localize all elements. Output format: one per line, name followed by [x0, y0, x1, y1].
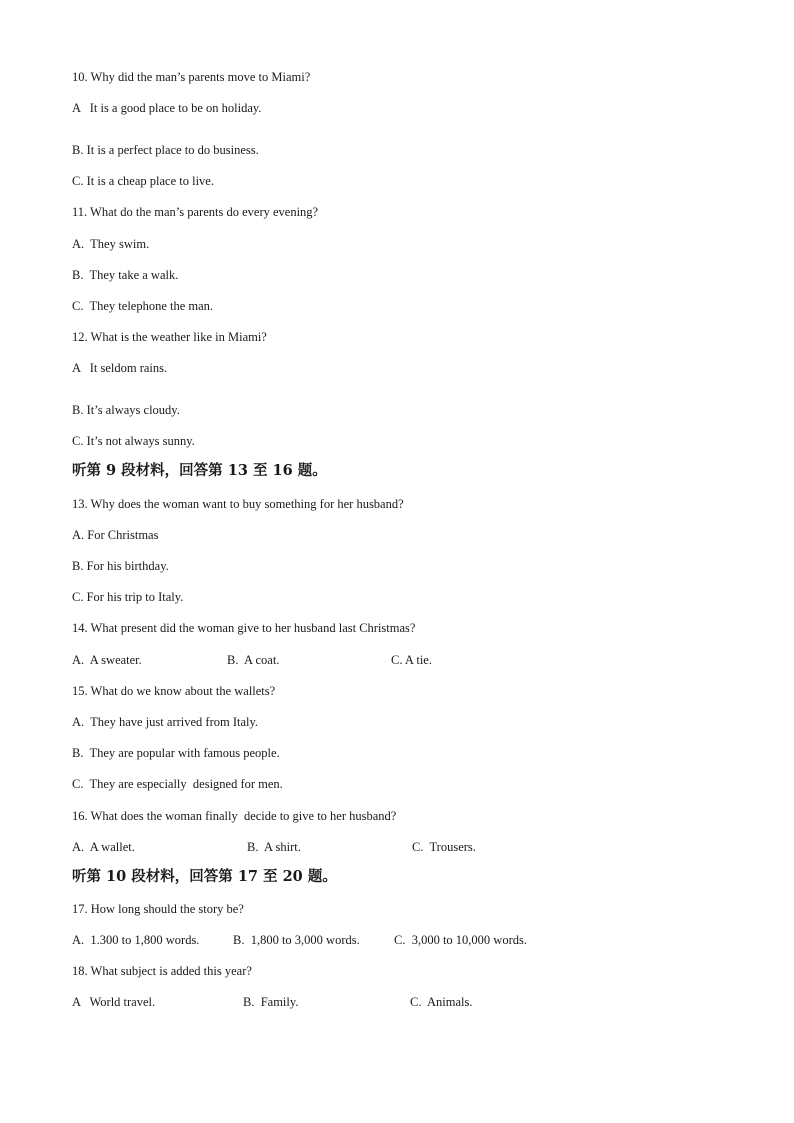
question-17: 17. How long should the story be? [72, 902, 244, 916]
option-10a: A It is a good place to be on holiday. [72, 101, 262, 115]
option-11a: A. They swim. [72, 237, 150, 251]
option-13a: A. For Christmas [72, 528, 159, 542]
question-13: 13. Why does the woman want to buy something for her husband? [72, 497, 404, 511]
option-16a: A. A wallet. [72, 840, 135, 854]
option-12a: A It seldom rains. [72, 361, 168, 375]
section-heading-9: 听第 9 段材料，回答第 13 至 16 题。 [72, 462, 327, 479]
option-15a: A. They have just arrived from Italy. [72, 715, 259, 729]
option-14a: A. A sweater. [72, 653, 142, 667]
question-18: 18. What subject is added this year? [72, 964, 252, 978]
option-17a: A. 1.300 to 1,800 words. [72, 933, 200, 947]
question-14: 14. What present did the woman give to her husband last Christmas? [72, 621, 416, 635]
option-15c: C. They are especially designed for men. [72, 777, 283, 791]
option-13b: B. For his birthday. [72, 559, 169, 573]
option-18a: A World travel. [72, 995, 156, 1009]
option-16c: C. Trousers. [412, 840, 476, 854]
option-10c: C. It is a cheap place to live. [72, 174, 214, 188]
option-12b: B. It’s always cloudy. [72, 403, 180, 417]
question-11: 11. What do the man’s parents do every evening? [72, 205, 319, 219]
option-18c: C. Animals. [410, 995, 473, 1009]
option-17b: B. 1,800 to 3,000 words. [233, 933, 360, 947]
section-heading-10: 听第 10 段材料，回答第 17 至 20 题。 [72, 868, 337, 885]
question-12: 12. What is the weather like in Miami? [72, 330, 267, 344]
option-18b: B. Family. [243, 995, 299, 1009]
option-10b: B. It is a perfect place to do business. [72, 143, 259, 157]
option-11b: B. They take a walk. [72, 268, 179, 282]
option-12c: C. It’s not always sunny. [72, 434, 195, 448]
option-14c: C. A tie. [391, 653, 432, 667]
question-10: 10. Why did the man’s parents move to Miami? [72, 70, 311, 84]
option-14b: B. A coat. [227, 653, 280, 667]
option-17c: C. 3,000 to 10,000 words. [394, 933, 527, 947]
option-11c: C. They telephone the man. [72, 299, 214, 313]
question-15: 15. What do we know about the wallets? [72, 684, 276, 698]
option-16b: B. A shirt. [247, 840, 301, 854]
question-16: 16. What does the woman finally decide to give to her husband? [72, 809, 397, 823]
option-15b: B. They are popular with famous people. [72, 746, 280, 760]
option-13c: C. For his trip to Italy. [72, 590, 184, 604]
